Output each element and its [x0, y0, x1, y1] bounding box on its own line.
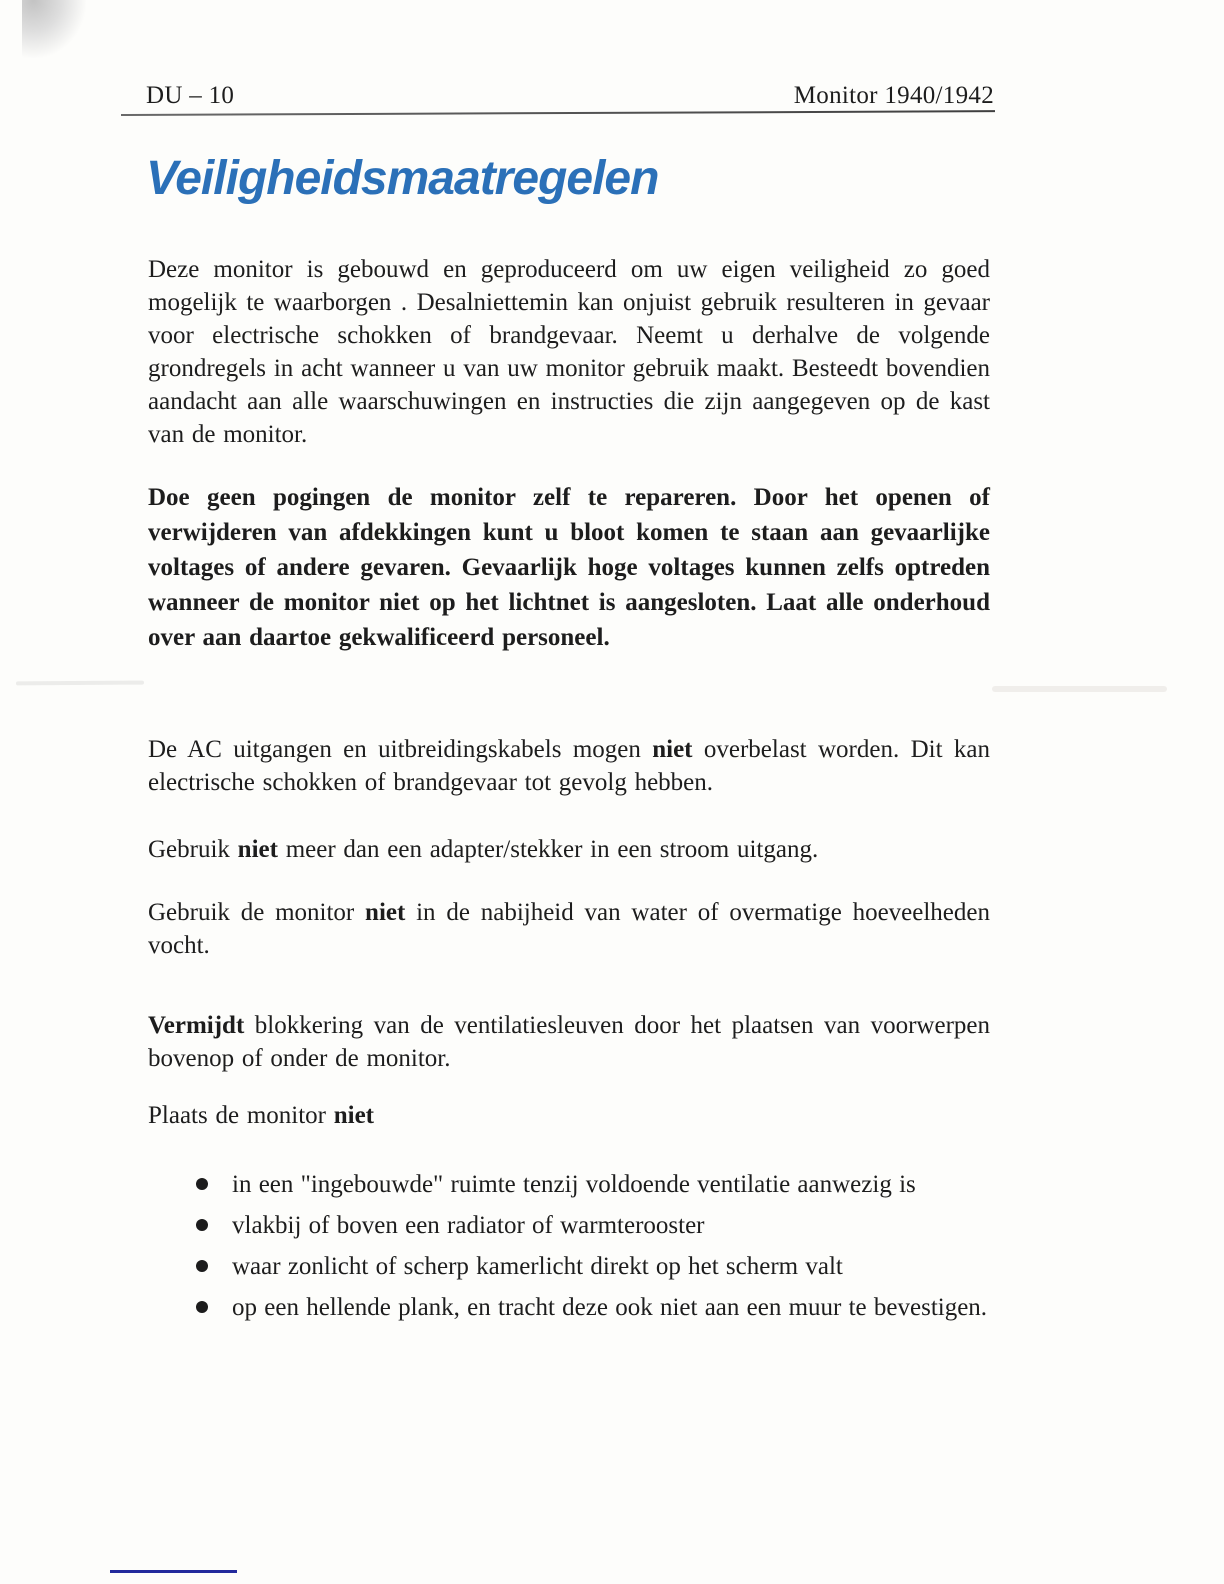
list-item-text: op een hellende plank, en tracht deze ook niet aan een muur te bevestigen.	[232, 1294, 988, 1321]
placement-list	[148, 1168, 990, 1332]
scan-corner-artifact	[22, 0, 86, 58]
paragraph-intro: Deze monitor is gebouwd en geproduceerd om uw eigen veiligheid zo goed mogelijk te waarborgen . Desalniettemin kan onjuist gebruik resulteren in gevaar voor electrische schokken of brandgevaar. Neemt u derhalve de volgende grondregels in acht wanneer u van uw monitor gebruik maakt. Besteedt bovendien aandacht aan alle waarschuwingen en instructies die zijn aangegeven op de kast van de monitor.	[148, 256, 990, 448]
bullet-icon	[196, 1178, 208, 1190]
scan-streak-artifact-right	[992, 686, 1167, 692]
list-item	[148, 1209, 990, 1242]
page-title: Veiligheidsmaatregelen	[146, 152, 659, 205]
list-item-text: vlakbij of boven een radiator of warmterooster	[232, 1212, 705, 1239]
list-item	[148, 1291, 990, 1324]
bullet-icon	[196, 1301, 208, 1313]
header-rule	[121, 110, 995, 116]
paragraph-ac-outlets: De AC uitgangen en uitbreidingskabels mogen niet overbelast worden. Dit kan electrische schokken of brandgevaar tot gevolg hebben.	[148, 736, 990, 796]
paragraph-adapter: Gebruik niet meer dan een adapter/stekker in een stroom uitgang.	[148, 836, 819, 863]
list-item-text: in een "ingebouwde" ruimte tenzij voldoende ventilatie aanwezig is	[232, 1171, 916, 1198]
list-item-text: waar zonlicht of scherp kamerlicht direkt op het scherm valt	[232, 1253, 843, 1280]
list-item	[148, 1250, 990, 1283]
bullet-icon	[196, 1260, 208, 1272]
page-header	[146, 82, 994, 110]
footer-accent-line	[110, 1570, 237, 1573]
paragraph-placement-intro: Plaats de monitor niet	[148, 1102, 375, 1129]
scan-streak-artifact-left	[16, 681, 144, 686]
bullet-icon	[196, 1219, 208, 1231]
paragraph-water: Gebruik de monitor niet in de nabijheid van water of overmatige hoeveelheden vocht.	[148, 899, 991, 959]
list-item	[148, 1168, 990, 1201]
paragraph-ventilation: Vermijdt blokkering van de ventilatiesleuven door het plaatsen van voorwerpen bovenop of onder de monitor.	[148, 1012, 990, 1072]
header-model-label: Monitor 1940/1942	[793, 82, 994, 109]
paragraph-repair-warning: Doe geen pogingen de monitor zelf te repareren. Door het openen of verwijderen van afdekkingen kunt u bloot komen te staan aan gevaarlijke voltages of andere gevaren. Gevaarlijk hoge voltages kunnen zelfs optreden wanneer de monitor niet op het lichtnet is aangesloten. Laat alle onderhoud over aan daartoe gekwalificeerd personeel.	[148, 484, 990, 651]
header-page-number: DU – 10	[146, 82, 235, 109]
